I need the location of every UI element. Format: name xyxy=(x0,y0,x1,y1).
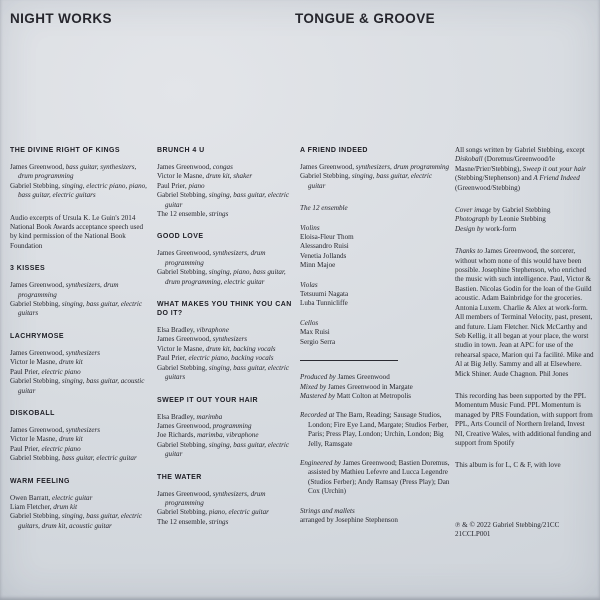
instrument-roles: singing, bass guitar, electric guitar xyxy=(165,440,290,459)
track-section xyxy=(10,477,147,532)
performer-name: Liam Fletcher xyxy=(10,502,50,511)
section-heading: 3 KISSES xyxy=(10,265,46,273)
text-line: Venetia Jollands xyxy=(300,251,347,260)
performer-name: Gabriel Stebbing xyxy=(157,440,206,449)
instrument-roles: piano xyxy=(188,181,205,190)
credit-line: Victor le Masne, drum kit, backing vocals xyxy=(157,344,276,353)
instrument-roles: bass guitar, electric guitar xyxy=(61,454,137,463)
text-line: Violins xyxy=(300,223,320,232)
plain-text: by Gabriel Stebbing xyxy=(491,206,551,215)
instrument-roles: piano, electric guitar xyxy=(208,508,269,517)
credits-column-4 xyxy=(455,146,594,553)
plain-text: work-form xyxy=(483,224,517,233)
performer-name: Joe Richards xyxy=(157,431,194,440)
performer-name: The 12 ensemble xyxy=(157,210,206,219)
credit-line: James Greenwood, synthesizers, drum programming xyxy=(300,163,450,171)
credit-line: Gabriel Stebbing, piano, electric guitar xyxy=(157,508,269,517)
credit-line: Elsa Bradley, vibraphone xyxy=(157,326,229,335)
credit-line: James Greenwood, synthesizers xyxy=(157,335,248,344)
text-block xyxy=(300,459,450,497)
instrument-roles: singing, bass guitar, electric guitar xyxy=(308,172,433,190)
text-line: arranged by Josephine Stephenson xyxy=(300,515,398,524)
credit-line: Gabriel Stebbing, singing, bass guitar, acoustic guitar xyxy=(10,377,145,395)
text-line: Minn Majoe xyxy=(300,261,336,270)
credit-line: Gabriel Stebbing, singing, electric piano, piano, bass guitar, electric guitars xyxy=(10,181,147,200)
credit-role-lead: Produced by xyxy=(300,373,336,382)
credit-line: Gabriel Stebbing, singing, bass guitar, electric guitar xyxy=(157,440,290,459)
text-block xyxy=(300,319,450,347)
section-heading: LACHRYMOSE xyxy=(10,332,65,340)
instrument-roles: congas xyxy=(212,163,233,171)
performer-name: James Greenwood xyxy=(157,489,210,498)
section-heading: BRUNCH 4 U xyxy=(157,147,205,154)
plain-text: All songs written by Gabriel Stebbing, except xyxy=(455,146,585,154)
credit-line: Victor le Masne, drum kit xyxy=(10,358,83,367)
section-heading: A FRIEND INDEED xyxy=(300,147,368,154)
performer-name: Elsa Bradley xyxy=(157,326,193,335)
production-credit-line xyxy=(300,392,450,401)
text-line xyxy=(455,247,594,379)
performer-name: Paul Prier xyxy=(157,181,185,190)
instrument-roles: singing, piano, bass guitar, drum programming, electric guitar xyxy=(165,268,286,286)
plain-text: Leonie Stebbing xyxy=(497,215,546,224)
credit-detail: James Greenwood in Margate xyxy=(327,382,413,391)
plain-text: (Doremus/Greenwood/le Masne/Prier/Stebbing), xyxy=(455,155,555,173)
performer-name: Gabriel Stebbing xyxy=(157,268,206,277)
section-heading: DISKOBALL xyxy=(10,409,55,417)
performer-name: James Greenwood xyxy=(10,348,63,357)
instrument-roles: electric piano xyxy=(41,367,81,376)
credit-line: James Greenwood, programming xyxy=(157,421,252,430)
instrument-roles: strings xyxy=(209,517,229,526)
track-section xyxy=(157,146,296,219)
performer-name: Victor le Masne xyxy=(10,358,56,367)
instrument-roles: drum kit, shaker xyxy=(205,172,253,181)
text-line: Eloisa-Fleur Thom xyxy=(300,233,354,242)
performer-name: Gabriel Stebbing xyxy=(157,191,206,200)
performer-name: Gabriel Stebbing xyxy=(157,508,206,517)
performer-name: Gabriel Stebbing xyxy=(10,512,59,521)
instrument-roles: singing, bass guitar, electric guitars xyxy=(18,300,143,318)
credit-line: Liam Fletcher, drum kit xyxy=(10,502,78,511)
instrument-roles: synthesizers, drum programming xyxy=(355,163,450,171)
production-credit-line xyxy=(300,383,450,392)
section-heading: THE DIVINE RIGHT OF KINGS xyxy=(10,147,121,154)
credit-line: Victor le Masne, drum kit, shaker xyxy=(157,172,253,181)
plain-text: (Stebbing/Stephenson) and xyxy=(455,174,534,183)
performer-name: James Greenwood xyxy=(157,335,210,344)
instrument-roles: marimba xyxy=(196,412,223,421)
track-section xyxy=(157,473,296,528)
performer-name: Victor le Masne xyxy=(157,344,203,353)
text-block xyxy=(300,373,450,401)
italic-text: Diskoball xyxy=(455,155,483,164)
credit-line: Victor le Masne, drum kit xyxy=(10,435,83,444)
instrument-roles: strings xyxy=(209,210,229,219)
performer-name: Victor le Masne xyxy=(157,172,203,181)
credit-line: Paul Prier, electric piano xyxy=(10,367,81,376)
section-heading: WARM FEELING xyxy=(10,477,70,485)
section-heading: SWEEP IT OUT YOUR HAIR xyxy=(157,396,259,404)
instrument-roles: electric guitar xyxy=(51,493,93,502)
credit-detail: James Greenwood xyxy=(337,373,390,382)
text-block xyxy=(300,204,450,213)
text-line: Luba Tunnicliffe xyxy=(300,299,348,308)
performer-name: Elsa Bradley xyxy=(157,412,193,421)
text-block xyxy=(300,411,450,449)
credit-detail: Matt Colton at Metropolis xyxy=(336,391,412,400)
instrument-roles: drum kit xyxy=(58,358,83,367)
plain-text: (Greenwood/Stebbing) xyxy=(455,183,521,192)
performer-name: James Greenwood xyxy=(10,281,63,290)
performer-name: James Greenwood xyxy=(157,421,210,430)
artist-name: NIGHT WORKS xyxy=(10,11,112,26)
track-section xyxy=(157,300,296,382)
text-block xyxy=(455,521,594,540)
text-line xyxy=(455,215,594,224)
text-line: 21CCLP001 xyxy=(455,530,491,539)
instrument-roles: synthesizers, drum programming xyxy=(18,281,119,299)
production-credit-line xyxy=(300,411,450,449)
performer-name: Paul Prier xyxy=(10,444,38,453)
text-line: Sergio Serra xyxy=(300,337,336,346)
production-credit-line xyxy=(300,373,450,382)
credit-line: Gabriel Stebbing, singing, piano, bass guitar, drum programming, electric guitar xyxy=(157,268,286,286)
performer-name: Owen Barratt xyxy=(10,493,49,502)
text-line xyxy=(455,225,594,234)
instrument-roles: synthesizers xyxy=(65,348,101,357)
credit-line: Gabriel Stebbing, singing, bass guitar, electric guitars xyxy=(10,300,143,318)
text-block xyxy=(455,206,594,234)
credit-line: Paul Prier, piano xyxy=(157,181,205,190)
credit-line: The 12 ensemble, strings xyxy=(157,210,229,219)
credit-line: Gabriel Stebbing, singing, bass guitar, electric guitars xyxy=(157,363,290,382)
performer-name: James Greenwood xyxy=(157,249,210,258)
italic-text: Design by xyxy=(455,224,484,233)
section-heading: GOOD LOVE xyxy=(157,233,204,241)
track-section xyxy=(300,146,450,191)
instrument-roles: singing, bass guitar, electric guitars xyxy=(165,363,290,382)
text-line: The 12 ensemble xyxy=(300,204,348,213)
credit-line: James Greenwood, synthesizers, drum programming xyxy=(10,281,119,299)
text-block xyxy=(10,214,147,252)
text-block xyxy=(300,507,450,526)
performer-name: Gabriel Stebbing xyxy=(10,181,59,190)
performer-name: Gabriel Stebbing xyxy=(157,363,206,372)
performer-name: Gabriel Stebbing xyxy=(10,300,59,309)
text-line: This album is for L, C & F, with love xyxy=(455,461,561,470)
instrument-roles: drum kit, backing vocals xyxy=(205,344,276,353)
performer-name: James Greenwood xyxy=(10,425,63,434)
credit-line: Owen Barratt, electric guitar xyxy=(10,493,93,502)
credit-line: Paul Prier, electric piano, backing vocals xyxy=(157,354,274,363)
credit-role-lead: Mixed by xyxy=(300,382,327,391)
instrument-roles: singing, electric piano, piano, bass guitar, electric guitars xyxy=(18,181,147,200)
instrument-roles: synthesizers xyxy=(212,335,248,344)
text-line: Tetsuumi Nagata xyxy=(300,290,349,299)
instrument-roles: programming xyxy=(212,421,252,430)
track-section xyxy=(157,396,296,460)
performer-name: James Greenwood xyxy=(10,163,63,171)
performer-name: James Greenwood xyxy=(157,163,210,171)
credit-line: The 12 ensemble, strings xyxy=(157,517,229,526)
instrument-roles: drum kit xyxy=(58,435,83,444)
performer-name: The 12 ensemble xyxy=(157,517,206,526)
track-section xyxy=(10,332,147,396)
text-block xyxy=(455,247,594,379)
credit-detail: James Greenwood; Bastien Doremus, assisted by Mathieu Lefevre and Lucca Legendre (Studios Ferber); Andy Ramsay (Press Play); Dan Cox (Urchin) xyxy=(308,458,450,496)
credit-line: Gabriel Stebbing, singing, bass guitar, electric guitars, drum kit, acoustic guitar xyxy=(10,512,143,530)
italic-text: Sweep it out your hair xyxy=(522,164,586,173)
instrument-roles: singing, bass guitar, acoustic guitar xyxy=(18,377,145,395)
credit-line: Paul Prier, electric piano xyxy=(10,444,81,453)
instrument-roles: marimba, vibraphone xyxy=(197,431,259,440)
section-heading: THE WATER xyxy=(157,473,202,481)
track-section xyxy=(157,232,296,287)
text-block xyxy=(300,224,450,271)
credit-line: Elsa Bradley, marimba xyxy=(157,412,223,421)
text-line: Audio excerpts of Ursula K. Le Guin's 2014 National Book Awards acceptance speech used by kind permission of the National Book Foundation xyxy=(10,213,144,250)
performer-name: Paul Prier xyxy=(10,367,38,376)
italic-text: Photograph by xyxy=(455,215,498,224)
italic-text: A Friend Indeed xyxy=(533,174,580,183)
credits-column-3 xyxy=(300,146,450,538)
text-block xyxy=(455,392,594,448)
performer-name: Victor le Masne xyxy=(10,435,56,444)
credit-line: James Greenwood, synthesizers, drum programming xyxy=(157,489,266,507)
album-title: TONGUE & GROOVE xyxy=(295,11,436,26)
italic-text: Cover image xyxy=(455,206,492,215)
performer-name: Gabriel Stebbing xyxy=(10,454,59,463)
credit-role-lead: Mastered by xyxy=(300,391,335,400)
credit-line: Gabriel Stebbing, bass guitar, electric guitar xyxy=(10,454,137,463)
track-section xyxy=(10,409,147,464)
credit-line: James Greenwood, synthesizers xyxy=(10,425,101,434)
section-heading: WHAT MAKES YOU THINK YOU CAN DO IT? xyxy=(157,301,292,318)
text-line: Violas xyxy=(300,280,318,289)
instrument-roles: drum kit xyxy=(53,502,78,511)
instrument-roles: singing, bass guitar, electric guitar xyxy=(165,191,290,209)
credit-line: Joe Richards, marimba, vibraphone xyxy=(157,431,259,440)
instrument-roles: singing, bass guitar, electric guitars, drum kit, acoustic guitar xyxy=(18,512,143,530)
instrument-roles: synthesizers xyxy=(65,425,101,434)
instrument-roles: vibraphone xyxy=(196,326,229,335)
text-line xyxy=(455,206,594,215)
divider-rule xyxy=(300,360,398,361)
credit-line: James Greenwood, synthesizers, drum programming xyxy=(157,249,266,267)
text-line: Alessandro Ruisi xyxy=(300,242,349,251)
text-line: ℗ & © 2022 Gabriel Stebbing/21CC xyxy=(455,520,560,529)
instrument-roles: synthesizers, drum programming xyxy=(165,249,266,267)
credit-line: Gabriel Stebbing, singing, bass guitar, electric guitar xyxy=(300,172,433,190)
text-block xyxy=(300,281,450,309)
credit-line: Gabriel Stebbing, singing, bass guitar, electric guitar xyxy=(157,191,290,209)
credit-line: James Greenwood, congas xyxy=(157,163,233,171)
plain-text: James Greenwood, the sorcerer, without whom none of this would have been possible. Josephine Stephenson, who enriched the music with such intelligence. Paul, Victor & Bastien. Nicolas Godin for the loan of the Guild acoustic. Adam Bainbridge for the groceries. Antonia Luxem. Charlie & Alex at work-form. All members of Terminal Velocity, past, present, and future. Liam Fletcher. Nick McCarthy and Seb Kellig, it all began at your place, the worst studio in town. Jean at APC for use of the rehearsal space, Marion qui l'a facilité. Mike and Al at Big Jelly. Sammy and all at Elsewhere. Mick Shiner. Aude Chagnon. Phil Jones xyxy=(455,247,594,378)
text-line xyxy=(455,146,594,193)
credit-detail: The Barn, Reading; Sausage Studios, London; Fire Eye Land, Margate; Studios Ferber, Paris; Press Play, London; Urchin, London; Big Jelly, Ramsgate xyxy=(308,411,449,448)
text-line: This recording has been supported by the PPL Momentum Music Fund. PPL Momentum is managed by PRS Foundation, with support from PPL, Arts Council of Northern Ireland, Invest NI, Creative Wales, with additional funding and support from Spotify xyxy=(455,391,593,447)
credits-column-1 xyxy=(10,146,147,544)
credit-line: James Greenwood, bass guitar, synthesizers, drum programming xyxy=(10,163,137,181)
italic-text: Thanks to xyxy=(455,247,483,256)
text-line: Strings and mallets xyxy=(300,506,355,515)
instrument-roles: electric piano xyxy=(41,444,81,453)
text-line: Cellos xyxy=(300,318,319,327)
credit-role-lead: Recorded at xyxy=(300,411,335,420)
production-credit-line xyxy=(300,459,450,497)
track-section xyxy=(10,146,147,201)
credit-role-lead: Engineered by xyxy=(300,458,341,467)
credits-column-2 xyxy=(157,146,296,540)
credit-line: James Greenwood, synthesizers xyxy=(10,348,101,357)
instrument-roles: electric piano, backing vocals xyxy=(188,354,274,363)
instrument-roles: bass guitar, synthesizers, drum programming xyxy=(18,163,137,181)
text-line: Max Ruisi xyxy=(300,328,330,337)
text-block xyxy=(455,146,594,193)
performer-name: Paul Prier xyxy=(157,354,185,363)
performer-name: Gabriel Stebbing xyxy=(10,377,59,386)
text-block xyxy=(455,461,594,470)
performer-name: Gabriel Stebbing xyxy=(300,172,349,181)
performer-name: James Greenwood xyxy=(300,163,353,171)
track-section xyxy=(10,264,147,319)
instrument-roles: synthesizers, drum programming xyxy=(165,489,266,507)
